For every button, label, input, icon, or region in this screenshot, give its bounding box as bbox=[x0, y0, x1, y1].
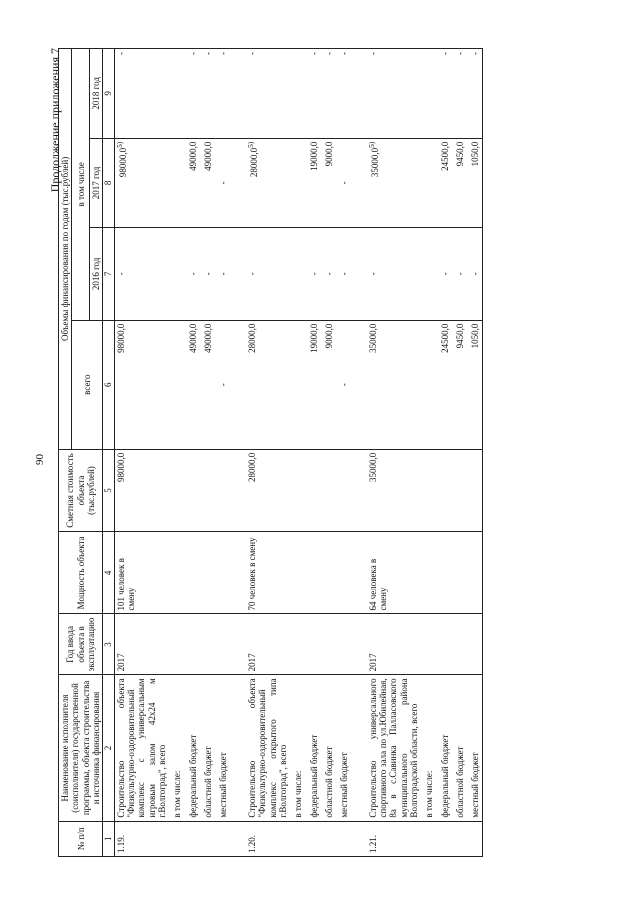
table-row bbox=[246, 49, 289, 857]
funding-2017 bbox=[367, 138, 421, 228]
footnote-mark: 5) bbox=[114, 141, 124, 148]
funding-2017: 24500,0 bbox=[436, 138, 451, 228]
table-row bbox=[199, 49, 214, 857]
funding-2016: - bbox=[214, 228, 229, 320]
funding-2017: 19000,0 bbox=[305, 138, 320, 228]
source-label: местный бюджет bbox=[214, 675, 229, 821]
commission-year: 2017 bbox=[246, 614, 289, 675]
col-number: 9 bbox=[103, 49, 114, 139]
funding-2016: - bbox=[466, 228, 482, 320]
funding-2017: 49000,0 bbox=[199, 138, 214, 228]
col-number: 8 bbox=[103, 138, 114, 228]
funding-2016: - bbox=[451, 228, 466, 320]
table-row bbox=[367, 49, 421, 857]
table-row bbox=[436, 49, 451, 857]
funding-2018: - bbox=[451, 49, 466, 139]
source-label: в том числе: bbox=[289, 675, 304, 821]
funding-2018: - bbox=[214, 49, 229, 139]
funding-2018: - bbox=[114, 49, 168, 139]
footnote-mark: 5) bbox=[245, 141, 255, 148]
source-label: областной бюджет bbox=[320, 675, 335, 821]
financing-table bbox=[58, 48, 483, 857]
funding-2018: - bbox=[199, 49, 214, 139]
table-row bbox=[168, 49, 183, 857]
header-total: всего bbox=[72, 320, 103, 449]
estimate-cost: 98000,0 bbox=[114, 449, 168, 532]
col-number: 1 bbox=[103, 821, 114, 856]
table-row bbox=[451, 49, 466, 857]
funding-total: - bbox=[335, 320, 350, 449]
table-row bbox=[114, 49, 168, 857]
row-number: 1.19. bbox=[114, 821, 168, 856]
table-row bbox=[289, 49, 304, 857]
table-row bbox=[335, 49, 350, 857]
funding-2018: - bbox=[320, 49, 335, 139]
funding-2017: - bbox=[214, 138, 229, 228]
funding-2017-value: 98000,0 bbox=[117, 147, 128, 178]
funding-2016: - bbox=[184, 228, 199, 320]
funding-total: 9000,0 bbox=[320, 320, 335, 449]
estimate-cost: 35000,0 bbox=[367, 449, 421, 532]
funding-2016: - bbox=[199, 228, 214, 320]
appendix-caption: Продолжение приложения 7 bbox=[48, 48, 62, 193]
capacity: 101 человек в смену bbox=[114, 532, 168, 614]
table-row bbox=[466, 49, 482, 857]
funding-2016: - bbox=[114, 228, 168, 320]
table-row bbox=[305, 49, 320, 857]
table-row bbox=[214, 49, 229, 857]
funding-2016: - bbox=[335, 228, 350, 320]
funding-2017 bbox=[114, 138, 168, 228]
funding-2016: - bbox=[367, 228, 421, 320]
estimate-cost: 28000,0 bbox=[246, 449, 289, 532]
funding-total: 9450,0 bbox=[451, 320, 466, 449]
funding-2018: - bbox=[367, 49, 421, 139]
funding-2016: - bbox=[436, 228, 451, 320]
commission-year: 2017 bbox=[367, 614, 421, 675]
commission-year: 2017 bbox=[114, 614, 168, 675]
funding-total: 49000,0 bbox=[184, 320, 199, 449]
source-label: федеральный бюджет bbox=[436, 675, 451, 821]
funding-2017: 1050,0 bbox=[466, 138, 482, 228]
source-label: в том числе: bbox=[168, 675, 183, 821]
funding-2017: - bbox=[335, 138, 350, 228]
funding-total: 28000,0 bbox=[246, 320, 289, 449]
object-name: Строительство объекта "Физкультурно-оздоровительный комплекс с универсальным игровым залом 42х24 м г.Волгоград", всего bbox=[114, 675, 168, 821]
funding-2018: - bbox=[335, 49, 350, 139]
header-funding: Объемы финансирования по годам (тыс.рублей) bbox=[59, 49, 72, 450]
col-number: 2 bbox=[103, 675, 114, 821]
header-no: № п/п bbox=[59, 821, 103, 856]
footnote-mark: 5) bbox=[366, 141, 376, 148]
row-number: 1.20. bbox=[246, 821, 289, 856]
col-number: 6 bbox=[103, 320, 114, 449]
object-name: Строительство объекта "Физкультурно-оздоровительный комплекс открытого типа г.Волгоград", всего bbox=[246, 675, 289, 821]
funding-total: 19000,0 bbox=[305, 320, 320, 449]
funding-2018: - bbox=[246, 49, 289, 139]
funding-total: 1050,0 bbox=[466, 320, 482, 449]
funding-2018: - bbox=[305, 49, 320, 139]
source-label: в том числе: bbox=[420, 675, 435, 821]
object-name: Строительство универсального спортивного зала по ул.Юбилейная, 8а в с.Савинка Палласовского муниципального района Волгоградской области, всего bbox=[367, 675, 421, 821]
header-estimate: Сметная стоимость объекта (тыс.рублей) bbox=[59, 449, 103, 532]
funding-2016: - bbox=[320, 228, 335, 320]
header-year: Год ввода объекта в эксплуатацию bbox=[59, 614, 103, 675]
funding-2017-value: 35000,0 bbox=[369, 147, 380, 178]
source-label: местный бюджет bbox=[466, 675, 482, 821]
funding-2018: - bbox=[466, 49, 482, 139]
page-number: 90 bbox=[34, 454, 46, 465]
table-row bbox=[184, 49, 199, 857]
funding-total: 98000,0 bbox=[114, 320, 168, 449]
header-capacity: Мощность объекта bbox=[59, 532, 103, 614]
funding-total: - bbox=[214, 320, 229, 449]
header-including: в том числе bbox=[72, 49, 90, 321]
header-name: Наименование исполнителя (соисполнителя) государственной программы, объекта строительства и источника финансирования bbox=[59, 675, 103, 821]
table-body bbox=[114, 49, 482, 857]
row-number: 1.21. bbox=[367, 821, 421, 856]
funding-2017: 49000,0 bbox=[184, 138, 199, 228]
capacity: 64 человека в смену bbox=[367, 532, 421, 614]
funding-2016: - bbox=[305, 228, 320, 320]
col-number: 5 bbox=[103, 449, 114, 532]
capacity: 70 человек в смену bbox=[246, 532, 289, 614]
table-row bbox=[420, 49, 435, 857]
header-2017: 2017 год bbox=[90, 138, 103, 228]
col-number: 3 bbox=[103, 614, 114, 675]
funding-total: 49000,0 bbox=[199, 320, 214, 449]
funding-total: 24500,0 bbox=[436, 320, 451, 449]
table-row bbox=[320, 49, 335, 857]
source-label: областной бюджет bbox=[451, 675, 466, 821]
source-label: местный бюджет bbox=[335, 675, 350, 821]
col-number: 7 bbox=[103, 228, 114, 320]
source-label: федеральный бюджет bbox=[305, 675, 320, 821]
source-label: областной бюджет bbox=[199, 675, 214, 821]
header-2016: 2016 год bbox=[90, 228, 103, 320]
funding-2017-value: 28000,0 bbox=[248, 147, 259, 178]
funding-2017 bbox=[246, 138, 289, 228]
funding-2017: 9450,0 bbox=[451, 138, 466, 228]
funding-2017: 9000,0 bbox=[320, 138, 335, 228]
funding-2016: - bbox=[246, 228, 289, 320]
header-2018: 2018 год bbox=[90, 49, 103, 139]
funding-total: 35000,0 bbox=[367, 320, 421, 449]
funding-2018: - bbox=[184, 49, 199, 139]
funding-2018: - bbox=[436, 49, 451, 139]
col-number: 4 bbox=[103, 532, 114, 614]
source-label: федеральный бюджет bbox=[184, 675, 199, 821]
